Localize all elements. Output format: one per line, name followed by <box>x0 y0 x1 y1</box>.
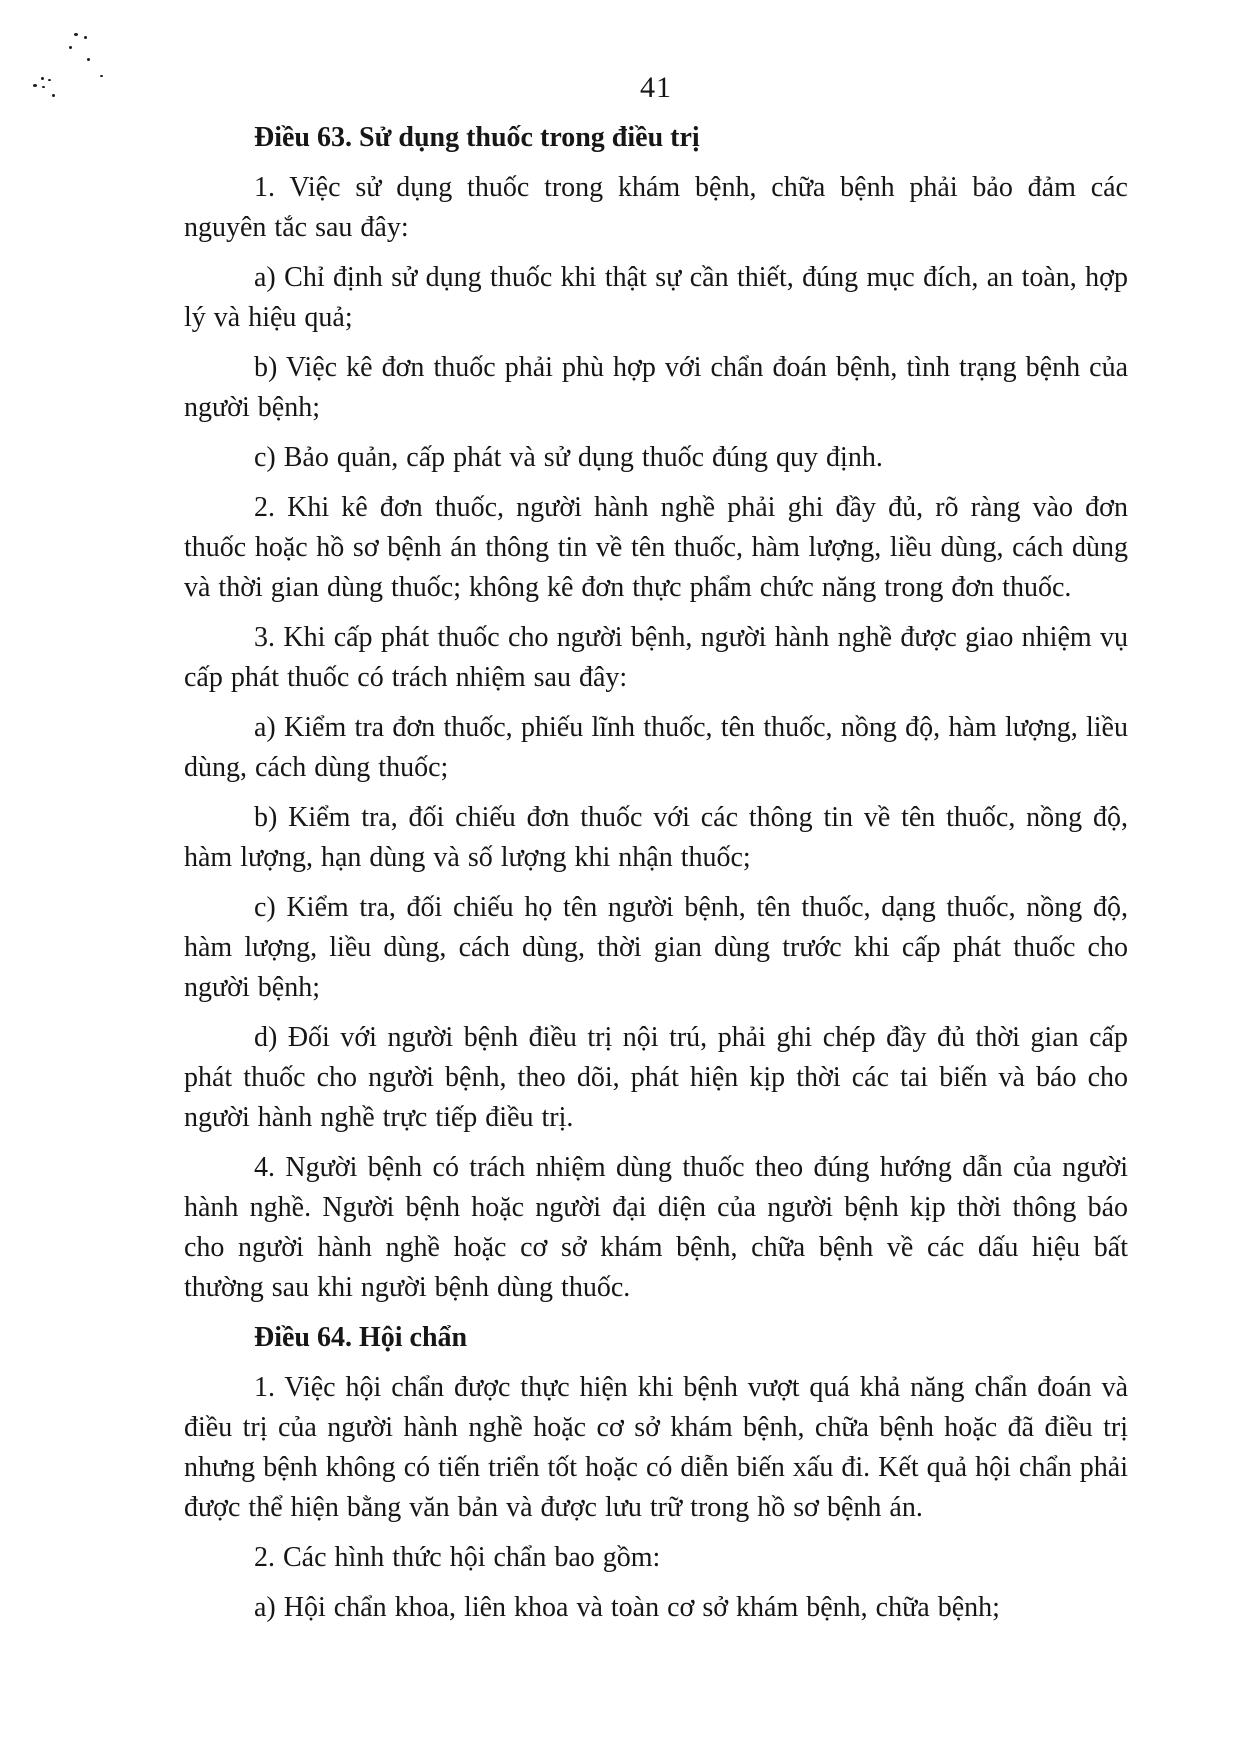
paragraph-63-2: 2. Khi kê đơn thuốc, người hành nghề phải ghi đầy đủ, rõ ràng vào đơn thuốc hoặc hồ sơ bệnh án thông tin về tên thuốc, hàm lượng, liều dùng, cách dùng và thời gian dùng thuốc; không kê đơn thực phẩm chức năng trong đơn thuốc. <box>184 492 1128 603</box>
page-number: 41 <box>640 71 672 104</box>
article-64-heading: Điều 64. Hội chẩn <box>254 1322 468 1353</box>
scan-speck <box>87 58 90 61</box>
scan-speck <box>41 77 44 80</box>
scan-speck <box>33 84 37 87</box>
paragraph-63-1c: c) Bảo quản, cấp phát và sử dụng thuốc đúng quy định. <box>254 442 883 473</box>
paragraph-63-3c: c) Kiểm tra, đối chiếu họ tên người bệnh, tên thuốc, dạng thuốc, nồng độ, hàm lượng, liều dùng, cách dùng, thời gian dùng trước khi cấp phát thuốc cho người bệnh; <box>184 892 1128 1003</box>
scan-speck <box>69 46 72 49</box>
scan-speck <box>84 36 87 39</box>
scan-speck <box>42 86 45 88</box>
scan-speck <box>100 75 103 77</box>
paragraph-63-3a: a) Kiểm tra đơn thuốc, phiếu lĩnh thuốc, tên thuốc, nồng độ, hàm lượng, liều dùng, cách dùng thuốc; <box>184 712 1128 783</box>
scan-speck <box>52 94 55 97</box>
article-63-heading: Điều 63. Sử dụng thuốc trong điều trị <box>254 122 700 153</box>
paragraph-64-2a: a) Hội chẩn khoa, liên khoa và toàn cơ sở khám bệnh, chữa bệnh; <box>254 1592 1000 1623</box>
paragraph-64-1: 1. Việc hội chẩn được thực hiện khi bệnh vượt quá khả năng chẩn đoán và điều trị của người hành nghề hoặc cơ sở khám bệnh, chữa bệnh hoặc đã điều trị nhưng bệnh không có tiến triển tốt hoặc có diễn biến xấu đi. Kết quả hội chẩn phải được thể hiện bằng văn bản và được lưu trữ trong hồ sơ bệnh án. <box>184 1372 1128 1523</box>
paragraph-63-4: 4. Người bệnh có trách nhiệm dùng thuốc theo đúng hướng dẫn của người hành nghề. Người bệnh hoặc người đại diện của người bệnh kịp thời thông báo cho người hành nghề hoặc cơ sở khám bệnh, chữa bệnh về các dấu hiệu bất thường sau khi người bệnh dùng thuốc. <box>184 1152 1128 1303</box>
paragraph-63-3b: b) Kiểm tra, đối chiếu đơn thuốc với các thông tin về tên thuốc, nồng độ, hàm lượng, hạn dùng và số lượng khi nhận thuốc; <box>184 802 1128 873</box>
text-column <box>184 0 1128 1638</box>
scan-speck <box>74 33 78 36</box>
paragraph-63-3d: d) Đối với người bệnh điều trị nội trú, phải ghi chép đầy đủ thời gian cấp phát thuốc cho người bệnh, theo dõi, phát hiện kịp thời các tai biến và báo cho người hành nghề trực tiếp điều trị. <box>184 1022 1128 1133</box>
scan-speck <box>48 79 51 81</box>
paragraph-63-3: 3. Khi cấp phát thuốc cho người bệnh, người hành nghề được giao nhiệm vụ cấp phát thuốc có trách nhiệm sau đây: <box>184 622 1128 693</box>
paragraph-63-1a: a) Chỉ định sử dụng thuốc khi thật sự cần thiết, đúng mục đích, an toàn, hợp lý và hiệu quả; <box>184 262 1128 333</box>
paragraph-63-1: 1. Việc sử dụng thuốc trong khám bệnh, chữa bệnh phải bảo đảm các nguyên tắc sau đây: <box>184 172 1128 243</box>
paragraph-63-1b: b) Việc kê đơn thuốc phải phù hợp với chẩn đoán bệnh, tình trạng bệnh của người bệnh; <box>184 352 1128 423</box>
paragraph-64-2: 2. Các hình thức hội chẩn bao gồm: <box>254 1542 661 1573</box>
